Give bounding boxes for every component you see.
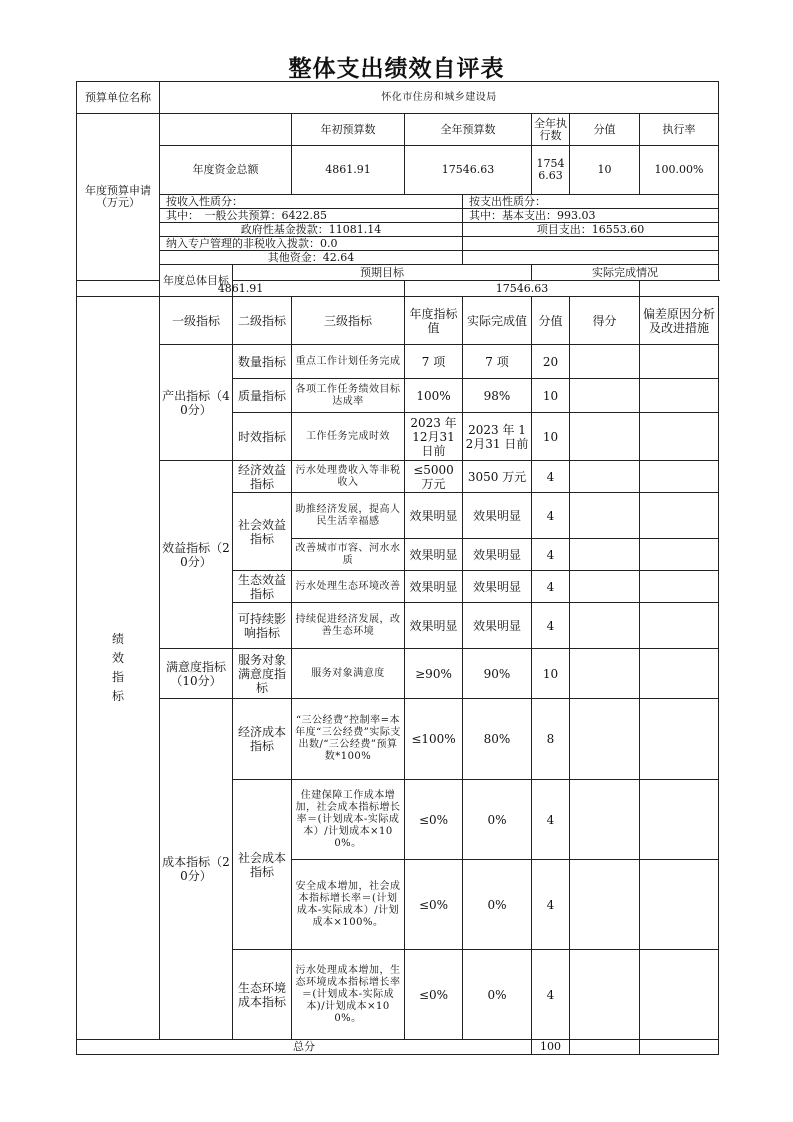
- deviation-cell: [640, 379, 719, 413]
- deviation-cell: [640, 780, 719, 860]
- l3-cell: 改善城市市容、河水水质: [292, 539, 405, 571]
- actual-cell: 效果明显: [463, 539, 532, 571]
- actual-cell: 98%: [463, 379, 532, 413]
- deviation-cell: [640, 345, 719, 379]
- deviation-cell: [640, 461, 719, 493]
- deviation-cell: [640, 571, 719, 603]
- target-cell: 7 项: [405, 345, 463, 379]
- header-target: 年度指标值: [405, 297, 463, 345]
- header-actual: 实际完成值: [463, 297, 532, 345]
- target-cell: 100%: [405, 379, 463, 413]
- l2-cell: 时效指标: [233, 413, 292, 461]
- score-cell: [570, 699, 640, 780]
- group-satisfaction: 满意度指标（10分）: [160, 649, 233, 699]
- actual-cell: 90%: [463, 649, 532, 699]
- l2-cell: 社会成本指标: [233, 780, 292, 950]
- weight-cell: 4: [532, 603, 570, 649]
- actual-cell: 7 项: [463, 345, 532, 379]
- l3-cell: 安全成本增加，社会成本指标增长率＝(计划成本-实际成本）/计划成本×100%。: [292, 860, 405, 950]
- target-cell: 效果明显: [405, 493, 463, 539]
- deviation-cell: [640, 493, 719, 539]
- score-cell: [570, 379, 640, 413]
- l3-cell: 服务对象满意度: [292, 649, 405, 699]
- score-cell: [570, 780, 640, 860]
- header-ind-weight: 分值: [532, 297, 570, 345]
- weight-cell: 4: [532, 571, 570, 603]
- l2-cell: 经济效益指标: [233, 461, 292, 493]
- l3-cell: 重点工作计划任务完成: [292, 345, 405, 379]
- total-full-year: 17546.63: [405, 146, 532, 195]
- table-row: [77, 461, 719, 493]
- group-output: 产出指标（40分）: [160, 345, 233, 461]
- weight-cell: 4: [532, 539, 570, 571]
- l3-cell: 持续促进经济发展，改善生态环境: [292, 603, 405, 649]
- l3-cell: “三公经费”控制率=本年度“三公经费”实际支出数/“三公经费”预算数*100%: [292, 699, 405, 780]
- actual-cell: 0%: [463, 780, 532, 860]
- score-cell: [570, 461, 640, 493]
- header-deviation: 偏差原因分析及改进措施: [640, 297, 719, 345]
- performance-table: [76, 81, 719, 1055]
- score-cell: [570, 649, 640, 699]
- weight-cell: 4: [532, 950, 570, 1040]
- header-l1: 一级指标: [160, 297, 233, 345]
- target-cell: ≤0%: [405, 950, 463, 1040]
- actual-cell: 0%: [463, 860, 532, 950]
- income-fund: 政府性基金拨款：11081.14: [160, 223, 463, 237]
- actual-cell: 2023 年 12月31 日前: [463, 413, 532, 461]
- l2-cell: 质量指标: [233, 379, 292, 413]
- target-cell: 效果明显: [405, 539, 463, 571]
- side-char-4: 标: [111, 689, 124, 703]
- deviation-cell: [640, 950, 719, 1040]
- total-executed: 17546.63: [532, 146, 570, 195]
- weight-cell: 20: [532, 345, 570, 379]
- l3-cell: 污水处理成本增加，生态环境成本指标增长率＝(计划成本-实际成本)/计划成本×100%。: [292, 950, 405, 1040]
- header-initial: 年初预算数: [292, 114, 405, 146]
- header-executed: 全年执行数: [532, 114, 570, 146]
- l2-cell: 社会效益指标: [233, 493, 292, 571]
- weight-cell: 4: [532, 461, 570, 493]
- total-funds-label: 年度资金总额: [160, 146, 292, 195]
- score-cell: [570, 571, 640, 603]
- target-cell: 效果明显: [405, 571, 463, 603]
- unit-value: 怀化市住房和城乡建设局: [160, 82, 719, 114]
- target-cell: 2023 年 12月31 日前: [405, 413, 463, 461]
- score-cell: [570, 603, 640, 649]
- header-rate: 执行率: [640, 114, 719, 146]
- actual-cell: 3050 万元: [463, 461, 532, 493]
- target-cell: ≤0%: [405, 860, 463, 950]
- actual-cell: 0%: [463, 950, 532, 1040]
- total-rate: 100.00%: [640, 146, 719, 195]
- actual-cell: 80%: [463, 699, 532, 780]
- goal-expected-header: 预期目标: [233, 265, 532, 281]
- deviation-cell: [640, 649, 719, 699]
- deviation-cell: [640, 539, 719, 571]
- total-deviation-blank: [640, 1040, 719, 1055]
- income-other: 其他资金：42.64: [160, 251, 463, 265]
- side-char-2: 效: [111, 651, 124, 665]
- header-l3: 三级指标: [292, 297, 405, 345]
- expense-header: 按支出性质分：: [463, 195, 719, 209]
- target-cell: ≥90%: [405, 649, 463, 699]
- l2-cell: 服务对象满意度指标: [233, 649, 292, 699]
- budget-label: 年度预算申请（万元）: [77, 114, 160, 281]
- l3-cell: 各项工作任务绩效目标达成率: [292, 379, 405, 413]
- score-cell: [570, 860, 640, 950]
- side-char-1: 绩: [111, 632, 124, 646]
- target-cell: ≤100%: [405, 699, 463, 780]
- deviation-cell: [640, 413, 719, 461]
- deviation-cell: [640, 860, 719, 950]
- total-score-value: 100: [532, 1040, 570, 1055]
- income-nontax: 纳入专户管理的非税收入拨款：0.0: [160, 237, 463, 251]
- total-score-blank: [570, 1040, 640, 1055]
- l2-cell: 生态效益指标: [233, 571, 292, 603]
- target-cell: ≤0%: [405, 780, 463, 860]
- group-benefit: 效益指标（20分）: [160, 461, 233, 649]
- header-l2: 二级指标: [233, 297, 292, 345]
- page-title: 整体支出绩效自评表: [288, 55, 505, 82]
- indicators-side-label: [77, 297, 160, 1040]
- budget-blank: [160, 114, 292, 146]
- weight-cell: 8: [532, 699, 570, 780]
- side-char-3: 指: [111, 670, 124, 684]
- actual-cell: 效果明显: [463, 571, 532, 603]
- l3-cell: 工作任务完成时效: [292, 413, 405, 461]
- group-cost: 成本指标（20分）: [160, 699, 233, 1040]
- weight-cell: 10: [532, 649, 570, 699]
- expense-blank-2: [463, 251, 719, 265]
- weight-cell: 4: [532, 493, 570, 539]
- deviation-cell: [640, 699, 719, 780]
- table-row: [77, 649, 719, 699]
- income-general: 其中： 一般公共预算：6422.85: [160, 209, 463, 223]
- weight-cell: 10: [532, 413, 570, 461]
- score-cell: [570, 950, 640, 1040]
- actual-cell: 效果明显: [463, 603, 532, 649]
- goal-actual-value: 17546.63: [405, 281, 640, 297]
- header-ind-score: 得分: [570, 297, 640, 345]
- target-cell: 效果明显: [405, 603, 463, 649]
- weight-cell: 4: [532, 860, 570, 950]
- unit-label: 预算单位名称: [77, 82, 160, 114]
- l3-cell: 污水处理费收入等非税收入: [292, 461, 405, 493]
- l2-cell: 生态环境成本指标: [233, 950, 292, 1040]
- l2-cell: 可持续影响指标: [233, 603, 292, 649]
- l3-cell: 住建保障工作成本增加，社会成本指标增长率＝(计划成本-实际成本）/计划成本×100%。: [292, 780, 405, 860]
- l2-cell: 数量指标: [233, 345, 292, 379]
- deviation-cell: [640, 603, 719, 649]
- expense-basic: 其中：基本支出：993.03: [463, 209, 719, 223]
- actual-cell: 效果明显: [463, 493, 532, 539]
- goal-label: 年度总体目标: [160, 265, 233, 297]
- total-weight: 10: [570, 146, 640, 195]
- score-cell: [570, 539, 640, 571]
- l3-cell: 污水处理生态环境改善: [292, 571, 405, 603]
- l2-cell: 经济成本指标: [233, 699, 292, 780]
- weight-cell: 10: [532, 379, 570, 413]
- l3-cell: 助推经济发展，提高人民生活幸福感: [292, 493, 405, 539]
- score-cell: [570, 493, 640, 539]
- expense-project: 项目支出：16553.60: [463, 223, 719, 237]
- table-row: [77, 699, 719, 780]
- income-header: 按收入性质分：: [160, 195, 463, 209]
- expense-blank-1: [463, 237, 719, 251]
- goal-expected-value: 4861.91: [77, 281, 405, 297]
- total-initial: 4861.91: [292, 146, 405, 195]
- score-cell: [570, 413, 640, 461]
- target-cell: ≤5000 万元: [405, 461, 463, 493]
- header-weight: 分值: [570, 114, 640, 146]
- header-full-year: 全年预算数: [405, 114, 532, 146]
- weight-cell: 4: [532, 780, 570, 860]
- total-score-label: 总分: [77, 1040, 532, 1055]
- table-row: [77, 345, 719, 379]
- goal-actual-header: 实际完成情况: [532, 265, 719, 281]
- score-cell: [570, 345, 640, 379]
